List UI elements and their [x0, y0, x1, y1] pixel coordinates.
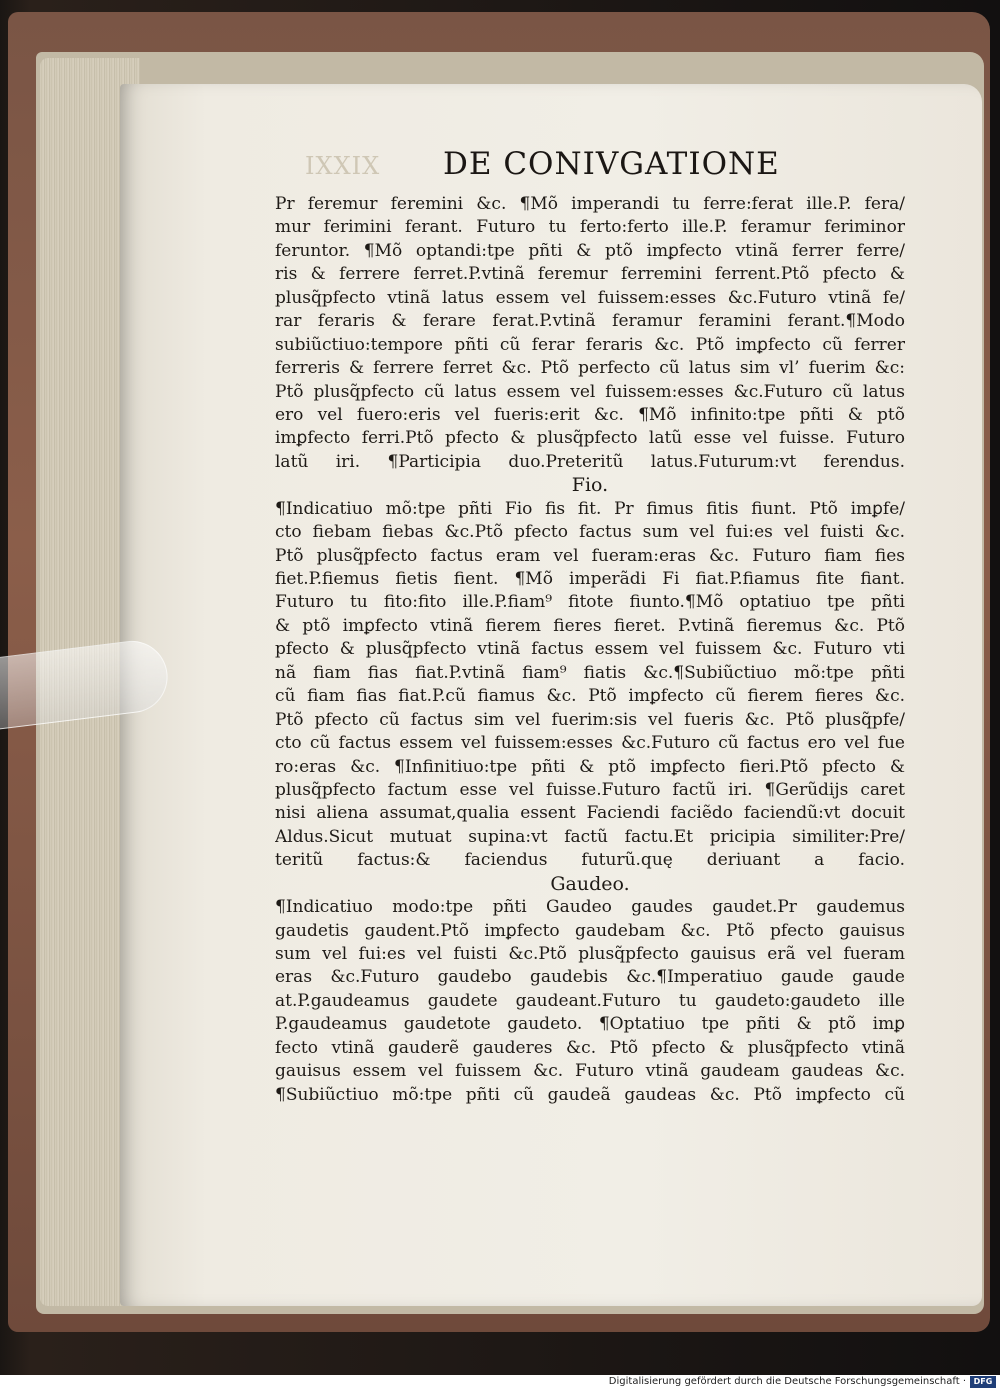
text-line: fiet.P.fiemus fietis fient. ¶Mõ imperãdi Fi fiat.P.fiamus fite fiant. — [275, 569, 905, 589]
dfg-logo: DFG — [970, 1376, 996, 1388]
text-line: cũ fiam fias fiat.P.cũ fiamus &c. Ptõ imꝑfecto cũ fierem fieres &c. — [275, 686, 905, 707]
text-line: teritũ factus:& faciendus futurũ.quę deriuant a facio. — [275, 850, 905, 871]
text-line: Ptõ plusq̃pfecto cũ latus essem vel fuissem:esses &c.Futuro cũ latus — [275, 381, 905, 402]
text-line: subiũctiuo:tempore pñti cũ ferar feraris &c. Ptõ imꝑfecto cũ ferrer — [275, 334, 905, 355]
text-line: ro:eras &c. ¶Infinitiuo:tpe pñti & ptõ imꝑfecto fieri.Ptõ pfecto & — [275, 756, 905, 777]
text-line: nisi aliena assumat,qualia essent Faciendi faciẽdo faciendũ:vt docuit — [275, 803, 905, 824]
text-line: ¶Subiũctiuo mõ:tpe pñti cũ gaudeã gaudeas &c. Ptõ imꝑfecto cũ — [275, 1084, 905, 1105]
heading-gaudeo: Gaudeo. — [550, 872, 630, 895]
text-line: Ptõ plusq̃pfecto factus eram vel fueram:eras &c. Futuro fiam fies — [275, 545, 905, 566]
text-line: latũ iri. ¶Participia duo.Preteritũ latus.Futurum:vt ferendus. — [275, 451, 905, 472]
text-line: eras &c.Futuro gaudebo gaudebis &c.¶Imperatiuo gaude gaude — [275, 967, 905, 988]
text-line: ero vel fuero:eris vel fueris:erit &c. ¶Mõ infinito:tpe pñti & ptõ — [275, 404, 905, 425]
text-line: at.P.gaudeamus gaudete gaudeant.Futuro tu gaudeto:gaudeto ille — [275, 990, 905, 1011]
text-line: gaudetis gaudent.Ptõ imꝑfecto gaudebam &c. Ptõ pfecto gauisus — [275, 920, 905, 941]
text-line: ris & ferrere ferret.P.vtinã feremur ferremini ferrent.Ptõ pfecto & — [275, 264, 905, 285]
text-line: plusq̃pfecto factum esse vel fuisse.Futuro factũ iri. ¶Gerũdijs caret — [275, 779, 905, 800]
text-line: ¶Indicatiuo modo:tpe pñti Gaudeo gaudes gaudet.Pr gaudemus — [275, 897, 905, 918]
text-block-gaudeo — [275, 896, 905, 1107]
text-line: feruntor. ¶Mõ optandi:tpe pñti & ptõ imꝑfecto vtinã ferrer ferre/ — [275, 240, 905, 261]
page-text — [275, 193, 905, 1107]
text-line: cto cũ factus essem vel fuissem:esses &c.Futuro cũ factus ero vel fue — [275, 733, 905, 754]
text-line: pfecto & plusq̃pfecto vtinã factus essem vel fuissem &c. Futuro vti — [275, 639, 905, 660]
text-line: fecto vtinã gauderẽ gauderes &c. Ptõ pfecto & plusq̃pfecto vtinã — [275, 1037, 905, 1058]
text-line: Aldus.Sicut mutuat supina:vt factũ factu.Et pricipia similiter:Pre/ — [275, 826, 905, 847]
text-line: & ptõ imꝑfecto vtinã fierem fieres fieret. P.vtinã fieremus &c. Ptõ — [275, 615, 905, 636]
folio-number: IXXIX — [305, 152, 381, 180]
text-line: P.gaudeamus gaudetote gaudeto. ¶Optatiuo tpe pñti & ptõ imꝑ — [275, 1014, 905, 1035]
text-line: sum vel fui:es vel fuisti &c.Ptõ plusq̃pfecto gauisus erã vel fueram — [275, 944, 905, 964]
text-line: imꝑfecto ferri.Ptõ pfecto & plusq̃pfecto latũ esse vel fuisse. Futuro — [275, 428, 905, 449]
footer-bar — [0, 1375, 1000, 1389]
text-block-ferre — [275, 193, 905, 474]
running-title: DE CONIVGATIONE — [443, 146, 780, 182]
text-line: plusq̃pfecto vtinã latus essem vel fuissem:esses &c.Futuro vtinã fe/ — [275, 287, 905, 308]
text-line: Ptõ pfecto cũ factus sim vel fuerim:sis vel fueris &c. Ptõ plusq̃pfe/ — [275, 709, 905, 730]
text-line: Pr feremur feremini &c. ¶Mõ imperandi tu ferre:ferat ille.P. fera/ — [275, 194, 905, 214]
footer-credit: Digitalisierung gefördert durch die Deutsche Forschungsgemeinschaft · — [608, 1376, 966, 1387]
running-head — [305, 146, 805, 186]
text-line: ¶Indicatiuo mõ:tpe pñti Fio fis fit. Pr fimus fitis fiunt. Ptõ imꝑfe/ — [275, 498, 905, 519]
text-line: nã fiam fias fiat.P.vtinã fiam⁹ fiatis &c.¶Subiũctiuo mõ:tpe pñti — [275, 662, 905, 683]
heading-fio: Fio. — [571, 474, 609, 497]
text-line: cto fiebam fiebas &c.Ptõ pfecto factus sum vel fui:es vel fuisti &c. — [275, 522, 905, 543]
text-line: gauisus essem vel fuissem &c. Futuro vtinã gaudeam gaudeas &c. — [275, 1061, 905, 1082]
text-block-fio — [275, 498, 905, 873]
text-line: Futuro tu fito:fito ille.P.fiam⁹ fitote fiunto.¶Mõ optatiuo tpe pñti — [275, 592, 905, 613]
text-line: rar feraris & ferare ferat.P.vtinã feramur feramini ferant.¶Modo — [275, 311, 905, 332]
text-line: mur ferimini ferant. Futuro tu ferto:ferto ille.P. feramur feriminor — [275, 217, 905, 238]
text-line: ferreris & ferrere ferret &c. Ptõ perfecto cũ latus sim vl’ fuerim &c: — [275, 358, 905, 379]
